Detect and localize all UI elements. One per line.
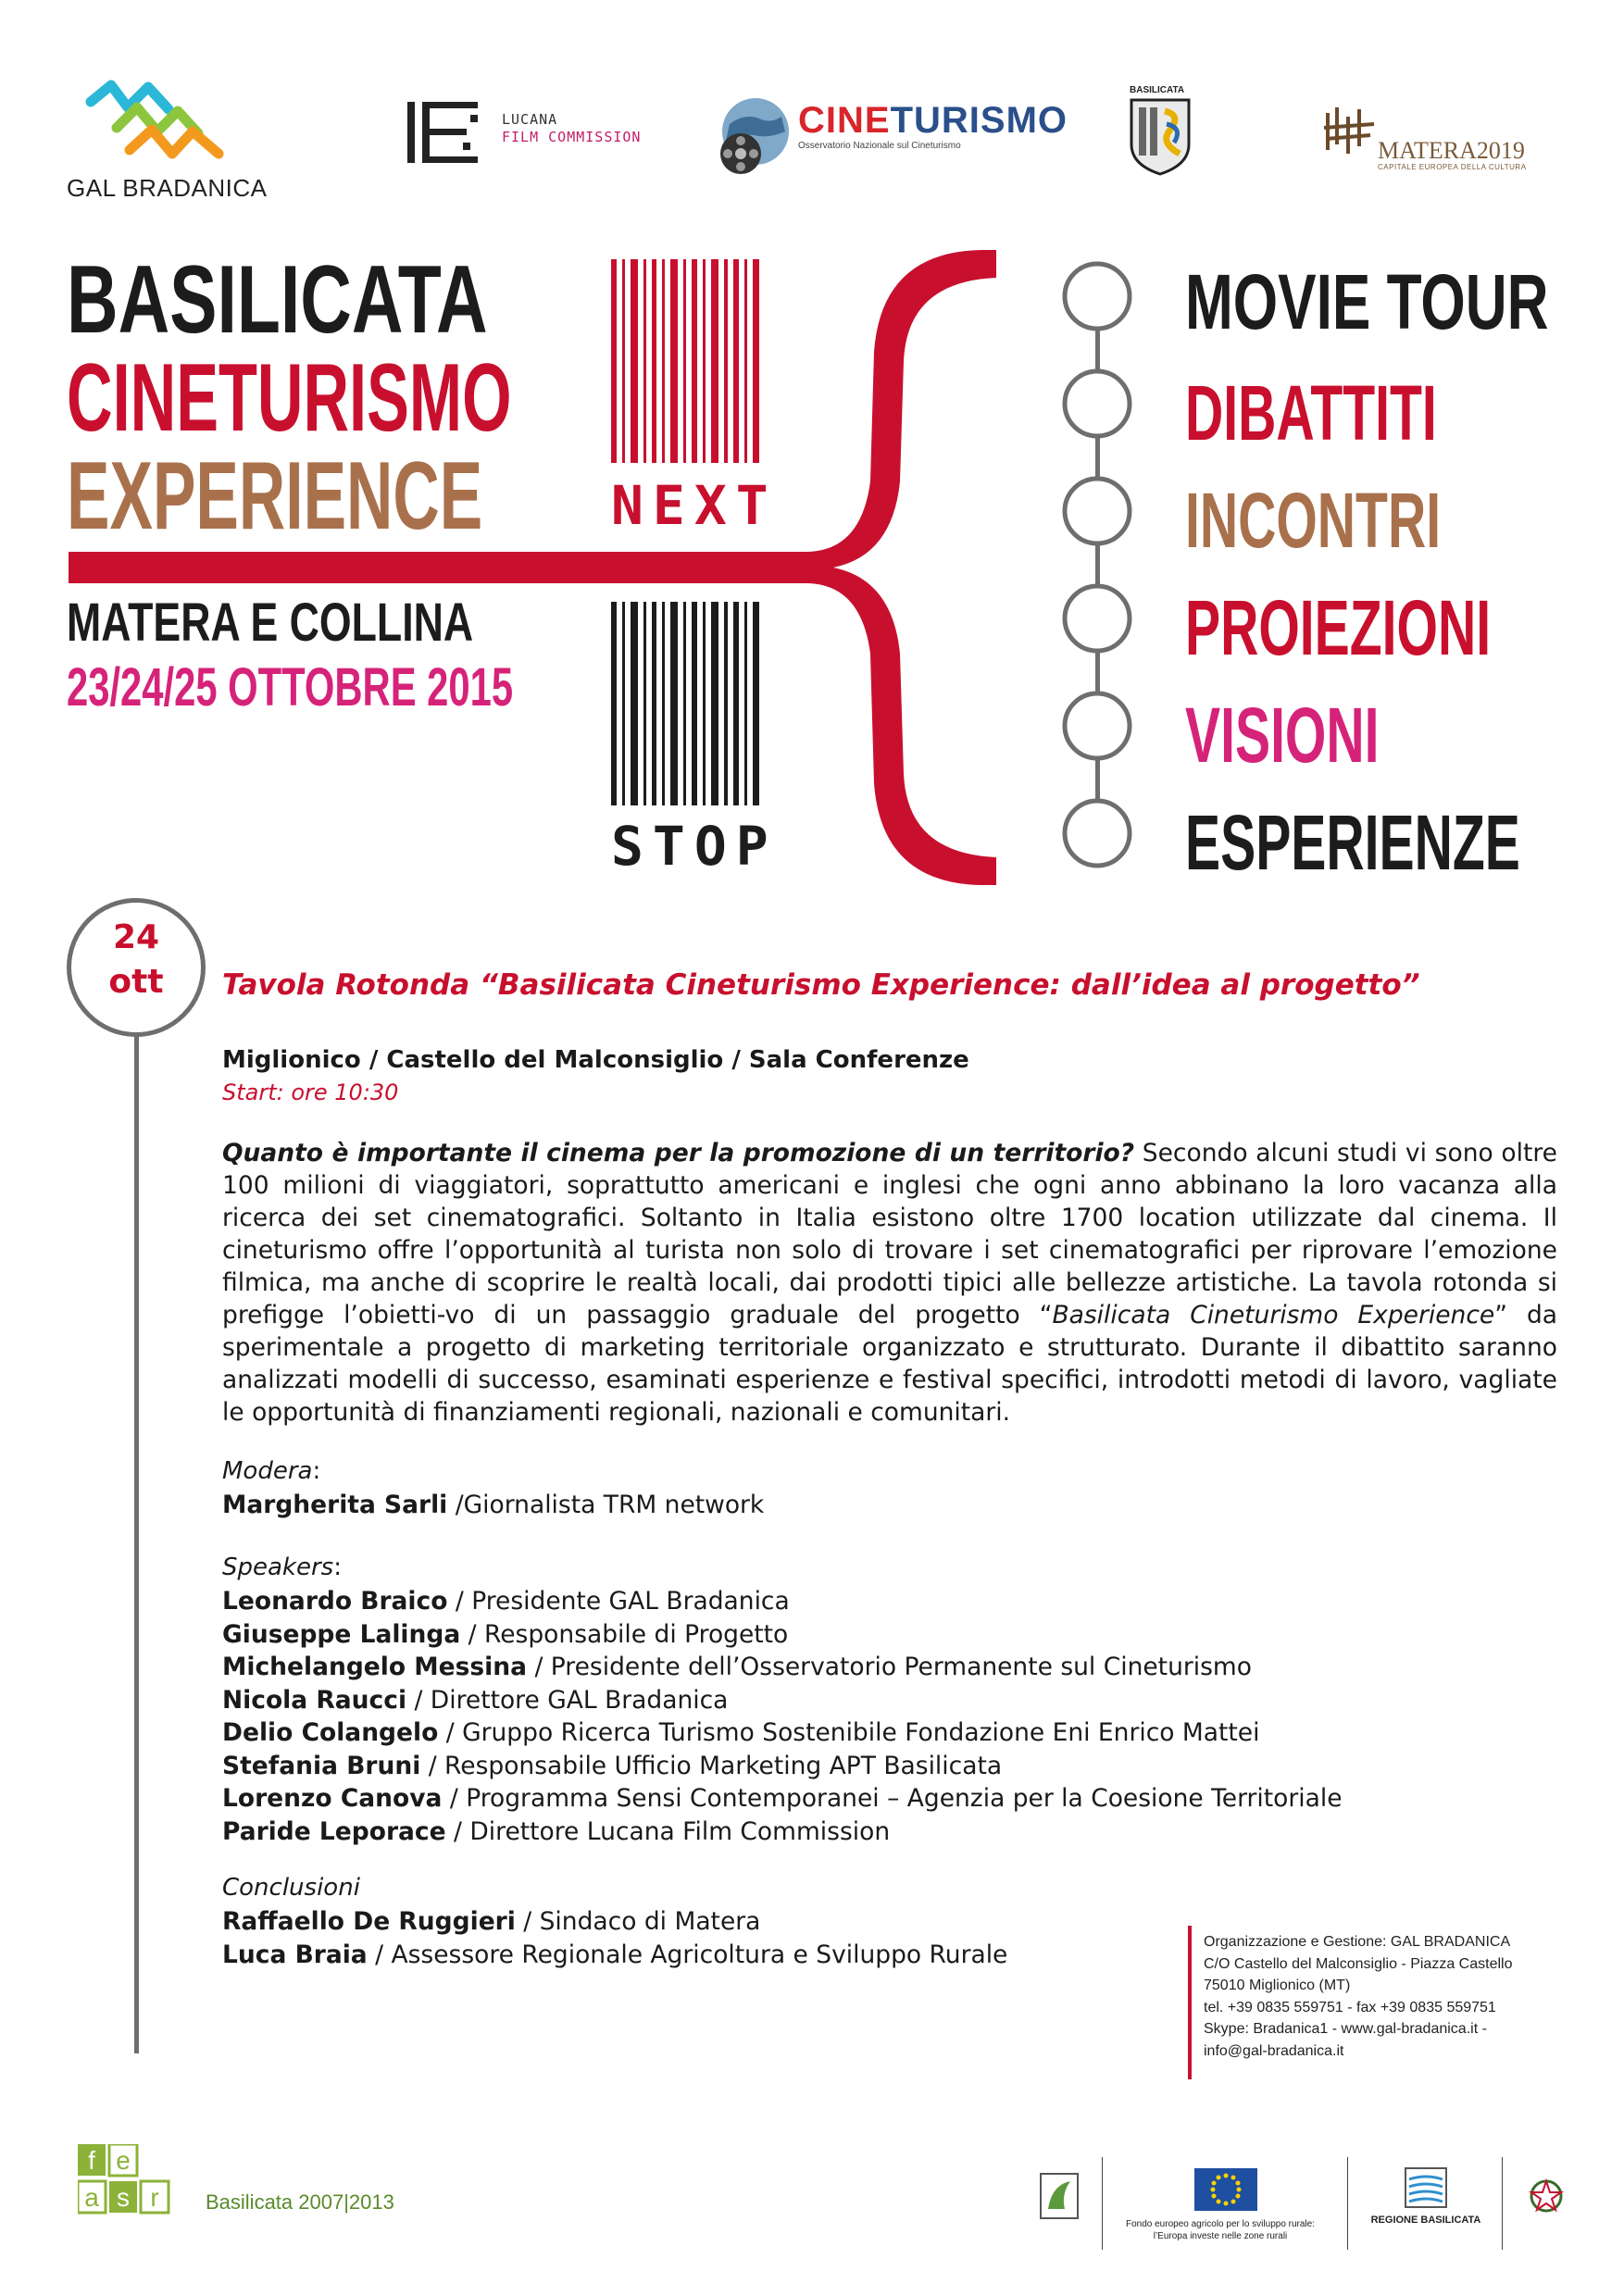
- list-item: Nicola Raucci / Direttore GAL Bradanica: [222, 1685, 729, 1715]
- basilicata-logo-label: BASILICATA: [1130, 85, 1185, 95]
- turismo-part: TURISMO: [890, 100, 1068, 141]
- feasr-e: e: [116, 2146, 131, 2175]
- contact-line: Organizzazione e Gestione: GAL BRADANICA: [1204, 1934, 1511, 1950]
- description-project-name: Basilicata Cineturismo Experience: [1052, 1301, 1495, 1329]
- feasr-logo-icon: [78, 2144, 202, 2220]
- timeline-line: [134, 1035, 139, 2053]
- title-line1: BASILICATA: [67, 246, 488, 354]
- event-description: [222, 1137, 1557, 1429]
- contact-accent-bar: [1188, 1926, 1192, 2079]
- list-item: Stefania Bruni / Responsabile Ufficio Marketing APT Basilicata: [222, 1751, 1003, 1780]
- contact-line: Skype: Bradanica1 - www.gal-bradanica.it -: [1204, 2021, 1487, 2037]
- title-line2: CINETURISMO: [67, 344, 512, 452]
- footer-divider: [1347, 2157, 1348, 2250]
- description-question: Quanto è importante il cinema per la promozione di un territorio?: [222, 1139, 1135, 1167]
- matera-2019-subtitle: CAPITALE EUROPEA DELLA CULTURA: [1378, 163, 1527, 171]
- list-item: Leonardo Braico / Presidente GAL Bradanica: [222, 1587, 790, 1616]
- description-part-b: ” da sperimentale a progetto di marketing territoriale organizzato e strutturato. Durante il dibattito saranno analizzati modelli di successo, esaminati esperienze e festival specifici, introdotti metodi di lavoro, vagliate le opportunità di finanziamenti regionali, nazionali e comunitari.: [222, 1301, 1557, 1427]
- contact-box: [1204, 1931, 1555, 2062]
- title-line3: EXPERIENCE: [67, 443, 483, 550]
- eafrd-caption: [1081, 2218, 1359, 2242]
- list-item: Luca Braia / Assessore Regionale Agricoltura e Sviluppo Rurale: [222, 1940, 1008, 1969]
- speakers-label: Speakers:: [222, 1554, 342, 1581]
- moderator-row: [222, 1489, 1389, 1522]
- feasr-s: s: [117, 2183, 130, 2212]
- feasr-f: f: [88, 2146, 95, 2175]
- cineturismo-subtitle: Osservatorio Nazionale sul Cineturismo: [798, 141, 961, 151]
- lfc-line1: LUCANA: [502, 111, 558, 128]
- menu-item-proiezioni: PROIEZIONI: [1185, 584, 1492, 671]
- contact-line: info@gal-bradanica.it: [1204, 2042, 1344, 2059]
- date-day: 24: [112, 918, 160, 956]
- list-item: Giuseppe Lalinga / Responsabile di Progetto: [222, 1619, 789, 1649]
- regione-basilicata-crest-icon: [1404, 2166, 1448, 2209]
- list-item: Michelangelo Messina / Presidente dell’Osservatorio Permanente sul Cineturismo: [222, 1653, 1252, 1681]
- leader-logo-icon: [1039, 2172, 1080, 2220]
- eu-flag-icon: [1194, 2168, 1257, 2211]
- event-venue: Miglionico / Castello del Malconsiglio / Sala Conferenze: [222, 1046, 969, 1074]
- matera-2019-name: MATERA2019: [1378, 137, 1525, 164]
- italian-republic-emblem-icon: [1528, 2176, 1565, 2215]
- moderator-role: /Giornalista TRM network: [447, 1491, 765, 1519]
- speakers-list: [222, 1585, 1389, 1848]
- description-part-a: Secondo alcuni studi vi sono oltre 100 milioni di viaggiatori, soprattutto americani e inglesi che ogni anno abbinano la loro vacanza alla ricerca dei set cinematografici. Soltanto in Italia esistono oltre 1700 location utilizzate dal cinema. Il cineturismo offre l’opportunità al turista non solo di trovare i set cinematografici per riprovare l’emozione filmica, ma anche di scoprire le realtà locali, dai prodotti tipici alle bellezze artistiche. La tavola rotonda si prefigge l’obietti-vo di un passaggio graduale del progetto “: [222, 1139, 1557, 1329]
- place-label: MATERA E COLLINA: [67, 593, 474, 653]
- feasr-r: r: [150, 2183, 159, 2212]
- menu-item-esperienze: ESPERIENZE: [1185, 799, 1520, 886]
- feasr-tagline: Basilicata 2007|2013: [206, 2190, 394, 2214]
- event-start-time: Start: ore 10:30: [222, 1079, 399, 1105]
- list-item: Delio Colangelo / Gruppo Ricerca Turismo Sostenibile Fondazione Eni Enrico Mattei: [222, 1718, 1260, 1747]
- gal-bradanica-name: GAL BRADANICA: [67, 174, 268, 202]
- dates-label: 23/24/25 OTTOBRE 2015: [67, 657, 514, 718]
- feasr-a: a: [84, 2183, 99, 2212]
- stop-label: STOP: [611, 815, 778, 878]
- event-title: Tavola Rotonda “Basilicata Cineturismo Experience: dall’idea al progetto”: [222, 968, 1420, 1002]
- conclusions-label: Conclusioni: [222, 1874, 360, 1902]
- moderator: [222, 1489, 1389, 1522]
- conclusions-list: [222, 1905, 1148, 1971]
- lfc-line2: FILM COMMISSION: [502, 129, 642, 145]
- next-label: NEXT: [611, 474, 778, 537]
- eafrd-line1: Fondo europeo agricolo per lo sviluppo rurale:: [1125, 2219, 1315, 2229]
- menu-item-visioni: VISIONI: [1185, 692, 1380, 779]
- eafrd-line2: l’Europa investe nelle zone rurali: [1153, 2231, 1288, 2241]
- next-barcode-icon: [611, 259, 759, 463]
- menu-item-movie-tour: MOVIE TOUR: [1185, 258, 1549, 345]
- footer-divider: [1502, 2157, 1503, 2250]
- list-item: Paride Leporace / Direttore Lucana Film Commission: [222, 1816, 891, 1846]
- contact-line: tel. +39 0835 559751 - fax +39 0835 559751: [1204, 1999, 1496, 2015]
- stop-line-icon: [1065, 264, 1130, 866]
- list-item: Raffaello De Ruggieri / Sindaco di Matera: [222, 1907, 761, 1936]
- contact-line: C/O Castello del Malconsiglio - Piazza Castello: [1204, 1955, 1513, 1972]
- contact-line: 75010 Miglionico (MT): [1204, 1978, 1351, 1993]
- moderator-name: Margherita Sarli: [222, 1491, 448, 1519]
- list-item: Lorenzo Canova / Programma Sensi Contemporanei – Agenzia per la Coesione Territoriale: [222, 1784, 1343, 1813]
- date-month: ott: [108, 963, 164, 1001]
- cine-part: CINE: [798, 100, 891, 141]
- menu-item-incontri: INCONTRI: [1185, 477, 1442, 564]
- regione-basilicata-name: REGIONE BASILICATA: [1370, 2215, 1481, 2226]
- moderator-label: Modera:: [222, 1457, 321, 1485]
- menu-item-dibattiti: DIBATTITI: [1185, 369, 1437, 456]
- stop-barcode-icon: [611, 602, 759, 805]
